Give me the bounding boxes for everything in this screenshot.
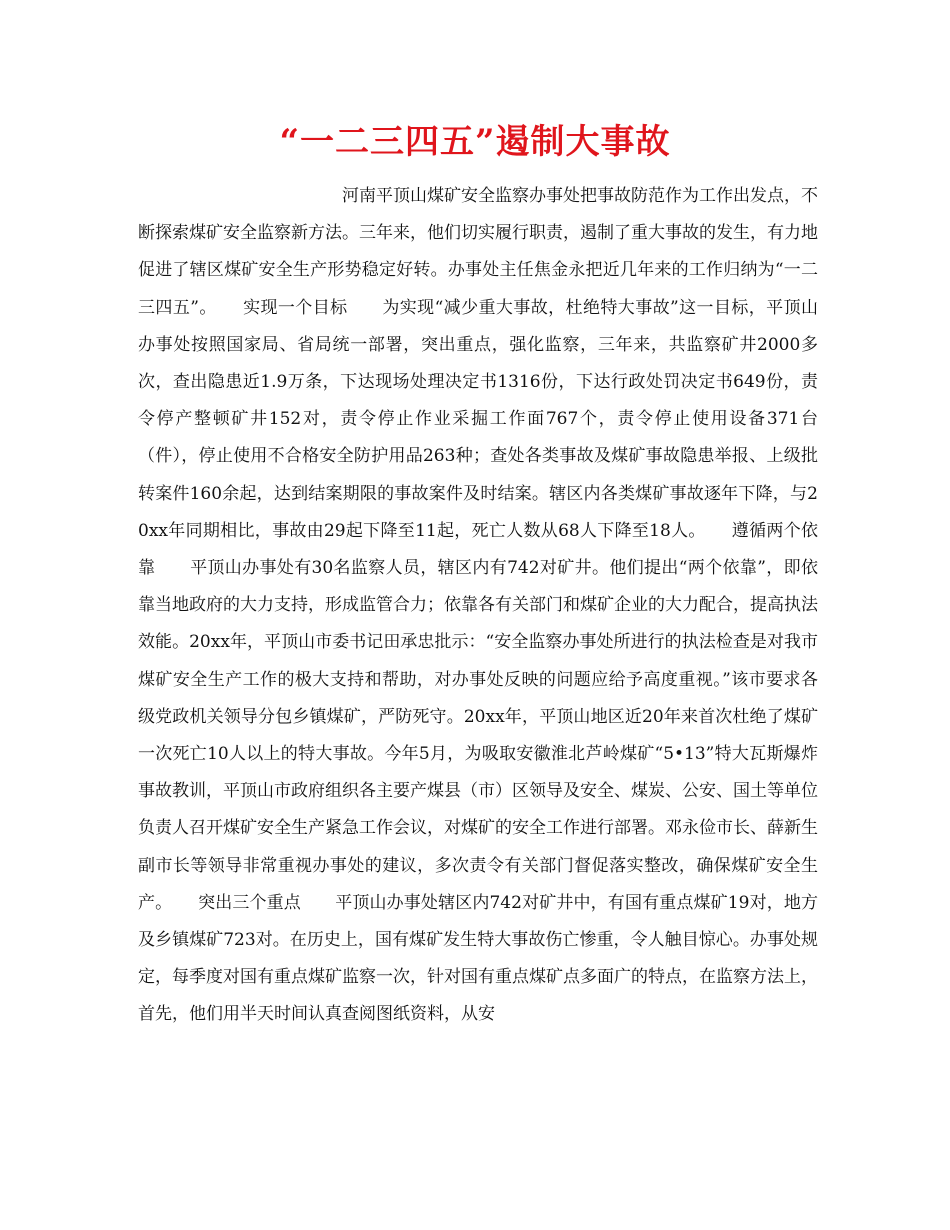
document-title: “一二三四五”遏制大事故 bbox=[279, 122, 671, 162]
document-body-paragraph: 河南平顶山煤矿安全监察办事处把事故防范作为工作出发点，不断探索煤矿安全监察新方法。三年来，他们切实履行职责，遏制了重大事故的发生，有力地促进了辖区煤矿安全生产形势稳定好转。办事处主任焦金永把近几年来的工作归纳为“一二三四五”。 实现一个目标 为实现“减少重大事故，杜绝特大事故”这一目标，平顶山办事处按照国家局、省局统一部署，突出重点，强化监察，三年来，共监察矿井2000多次，查出隐患近1.9万条，下达现场处理决定书1316份，下达行政处罚决定书649份，责令停产整顿矿井152对，责令停止作业采掘工作面767个，责令停止使用设备371台（件），停止使用不合格安全防护用品263种；查处各类事故及煤矿事故隐患举报、上级批转案件160余起，达到结案期限的事故案件及时结案。辖区内各类煤矿事故逐年下降，与20xx年同期相比，事故由29起下降至11起，死亡人数从68人下降至18人。 遵循两个依靠 平顶山办事处有30名监察人员，辖区内有742对矿井。他们提出“两个依靠”，即依靠当地政府的大力支持，形成监管合力；依靠各有关部门和煤矿企业的大力配合，提高执法效能。20xx年，平顶山市委书记田承忠批示：“安全监察办事处所进行的执法检查是对我市煤矿安全生产工作的极大支持和帮助，对办事处反映的问题应给予高度重视。”该市要求各级党政机关领导分包乡镇煤矿，严防死守。20xx年，平顶山地区近20年来首次杜绝了煤矿一次死亡10人以上的特大事故。今年5月，为吸取安徽淮北芦岭煤矿“5•13”特大瓦斯爆炸事故教训，平顶山市政府组织各主要产煤县（市）区领导及安全、煤炭、公安、国土等单位负责人召开煤矿安全生产紧急工作会议，对煤矿的安全工作进行部署。邓永俭市长、薛新生副市长等领导非常重视办事处的建议，多次责令有关部门督促落实整改，确保煤矿安全生产。 突出三个重点 平顶山办事处辖区内742对矿井中，有国有重点煤矿19对，地方及乡镇煤矿723对。在历史上，国有煤矿发生特大事故伤亡惨重，令人触目惊心。办事处规定，每季度对国有重点煤矿监察一次，针对国有重点煤矿点多面广的特点，在监察方法上，首先，他们用半天时间认真查阅图纸资料，从安 bbox=[138, 186, 818, 1025]
